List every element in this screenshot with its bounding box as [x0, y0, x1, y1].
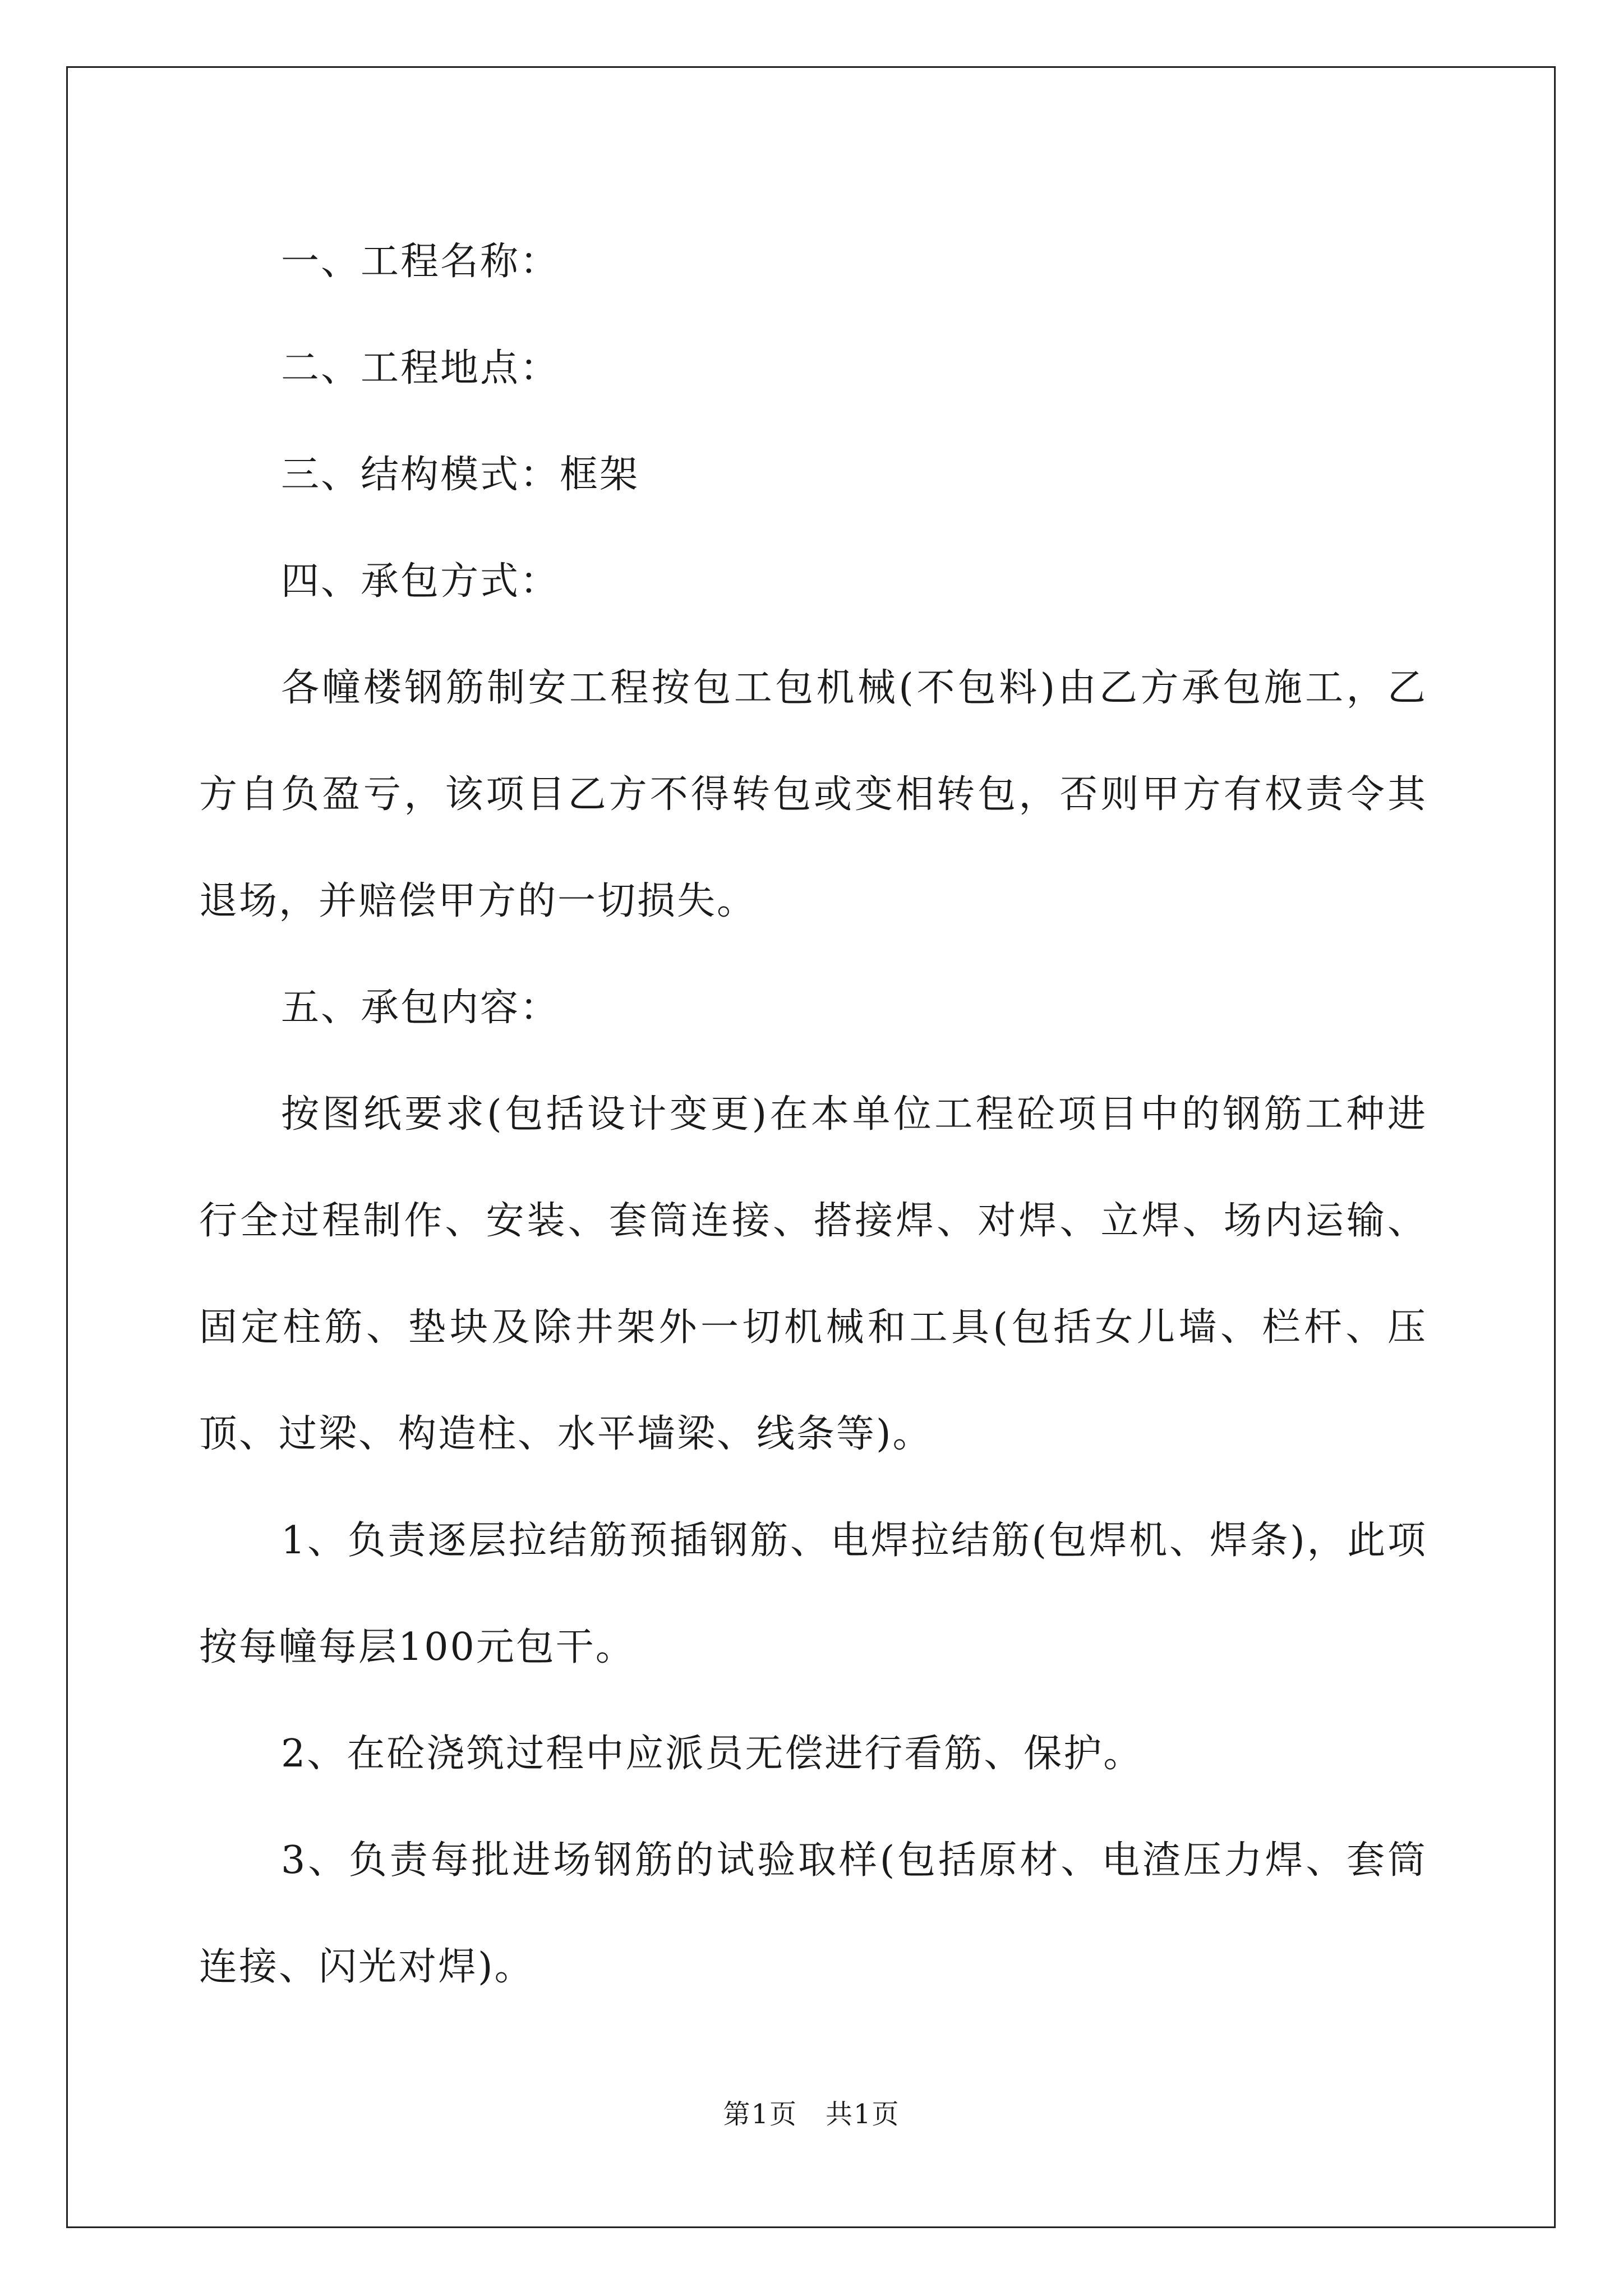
paragraph-project-name: 一、工程名称： [281, 240, 560, 284]
paragraph-item-1: 1、负责逐层拉结筋预插钢筋、电焊拉结筋(包焊机、焊条)，此项按每幢每层100元包干。 [199, 1519, 1427, 1669]
paragraph-project-location: 二、工程地点： [281, 346, 560, 390]
page-number-footer: 第1页 共1页 [723, 2099, 900, 2130]
paragraph-contract-method-body: 各幢楼钢筋制安工程按包工包机械(不包料)由乙方承包施工，乙方自负盈亏，该项目乙方不得转包或变相转包，否则甲方有权责令其退场，并赔偿甲方的一切损失。 [199, 666, 1427, 923]
paragraph-contract-method-heading: 四、承包方式： [281, 559, 560, 604]
paragraph-contract-content-heading: 五、承包内容： [281, 986, 560, 1030]
document-body [199, 209, 1427, 2021]
paragraph-item-3: 3、负责每批进场钢筋的试验取样(包括原材、电渣压力焊、套筒连接、闪光对焊)。 [199, 1838, 1427, 1989]
paragraph-contract-content-body: 按图纸要求(包括设计变更)在本单位工程砼项目中的钢筋工种进行全过程制作、安装、套筒连接、搭接焊、对焊、立焊、场内运输、固定柱筋、垫块及除井架外一切机械和工具(包括女儿墙、栏杆、压顶、过梁、构造柱、水平墙梁、线条等)。 [199, 1092, 1427, 1456]
paragraph-item-2: 2、在砼浇筑过程中应派员无偿进行看筋、保护。 [281, 1732, 1144, 1776]
paragraph-structure-type: 三、结构模式：框架 [281, 453, 640, 497]
